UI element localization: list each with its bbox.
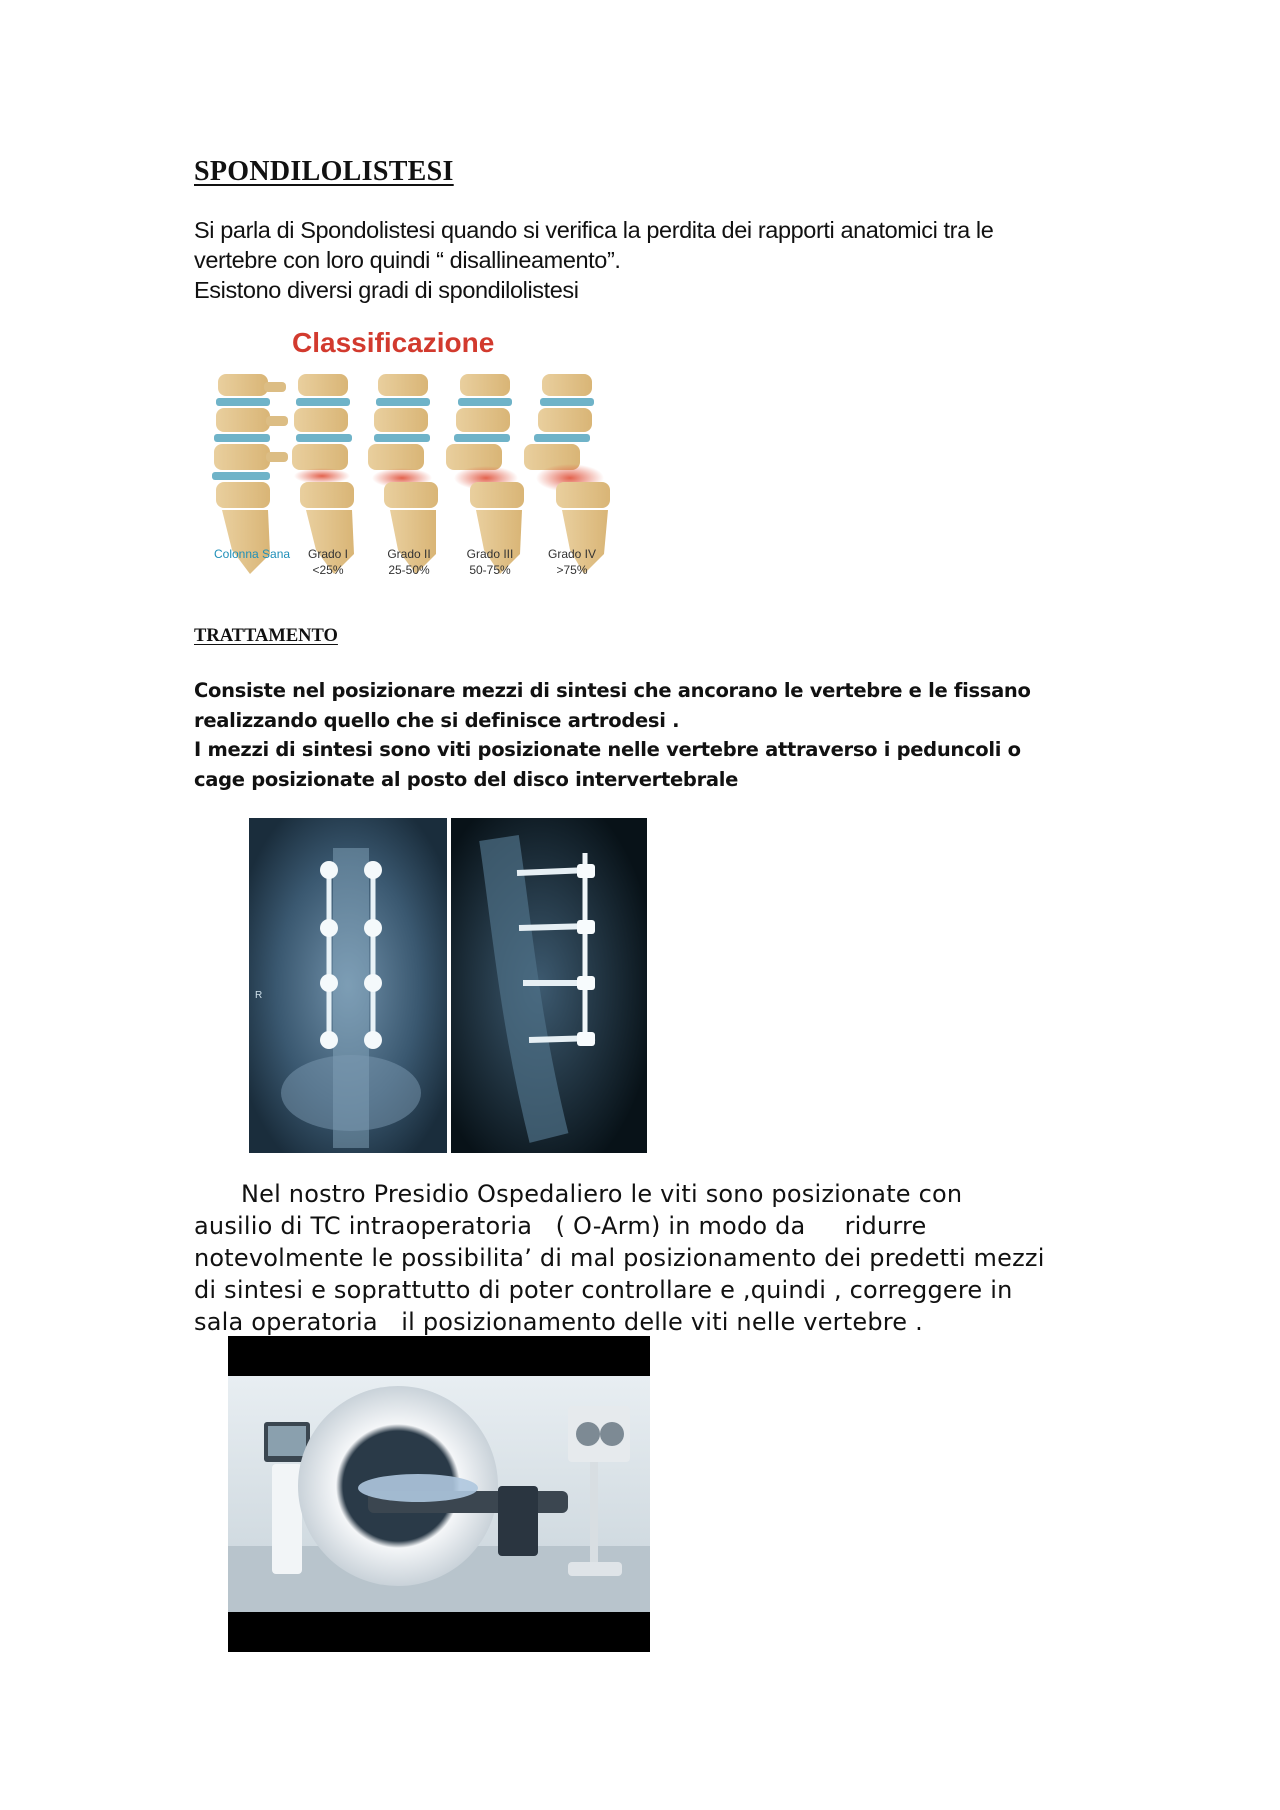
treatment-line: Consiste nel posizionare mezzi di sintesi che ancorano le vertebre e le fissano (194, 679, 1031, 702)
spine-illustration-healthy (212, 374, 291, 574)
spine-illustration-grade-4 (524, 374, 610, 574)
body-line: notevolmente le possibilita’ di mal posizionamento dei predetti mezzi (194, 1244, 1045, 1272)
xray-marker-label: R (255, 990, 263, 1001)
grade-range: 25-50% (388, 563, 430, 577)
grade-label: Grado II (387, 547, 431, 561)
spine-illustration-grade-1 (292, 374, 354, 574)
intro-line: vertebre con loro quindi “ disallineamento”. (194, 247, 621, 273)
body-line: ausilio di TC intraoperatoria ( O-Arm) in modo da ridurre (194, 1212, 927, 1240)
intro-line: Si parla di Spondolistesi quando si verifica la perdita dei rapporti anatomici tra le (194, 217, 994, 243)
grade-label: Grado III (466, 547, 514, 561)
xray-ap-view (249, 818, 447, 1153)
grade-label: Colonna Sana (214, 547, 291, 561)
intro-paragraph (194, 215, 1114, 305)
intro-line: Esistono diversi gradi di spondilolistesi (194, 277, 579, 303)
grade-label: Grado I (307, 547, 349, 561)
body-line: Nel nostro Presidio Ospedaliero le viti sono posizionate con (194, 1180, 963, 1208)
treatment-paragraph (194, 676, 1114, 794)
body-line: di sintesi e soprattutto di poter controllare e ,quindi , correggere in (194, 1276, 1013, 1304)
xray-figure (249, 818, 647, 1153)
xray-divider (447, 818, 451, 1153)
xray-lateral-view (451, 818, 647, 1153)
grade-label: Grado IV (547, 547, 597, 561)
body-paragraph (194, 1178, 1134, 1338)
grade-range: 50-75% (469, 563, 511, 577)
spine-illustration-grade-2 (368, 374, 438, 574)
oarm-photo (228, 1336, 650, 1652)
treatment-line: cage posizionate al posto del disco intervertebrale (194, 767, 739, 791)
spine-illustration-grade-3 (446, 374, 524, 574)
document-title: SPONDILOLISTESI (194, 156, 454, 187)
treatment-line: realizzando quello che si definisce artrodesi . (194, 708, 680, 732)
classification-title: Classificazione (292, 327, 495, 358)
body-line: sala operatoria il posizionamento delle viti nelle vertebre . (194, 1308, 923, 1336)
classification-figure (198, 318, 658, 580)
grade-range: >75% (556, 563, 588, 577)
grade-range: <25% (312, 563, 344, 577)
treatment-line: I mezzi di sintesi sono viti posizionate nelle vertebre attraverso i peduncoli o (194, 738, 1021, 761)
section-heading-trattamento: TRATTAMENTO (194, 626, 338, 646)
